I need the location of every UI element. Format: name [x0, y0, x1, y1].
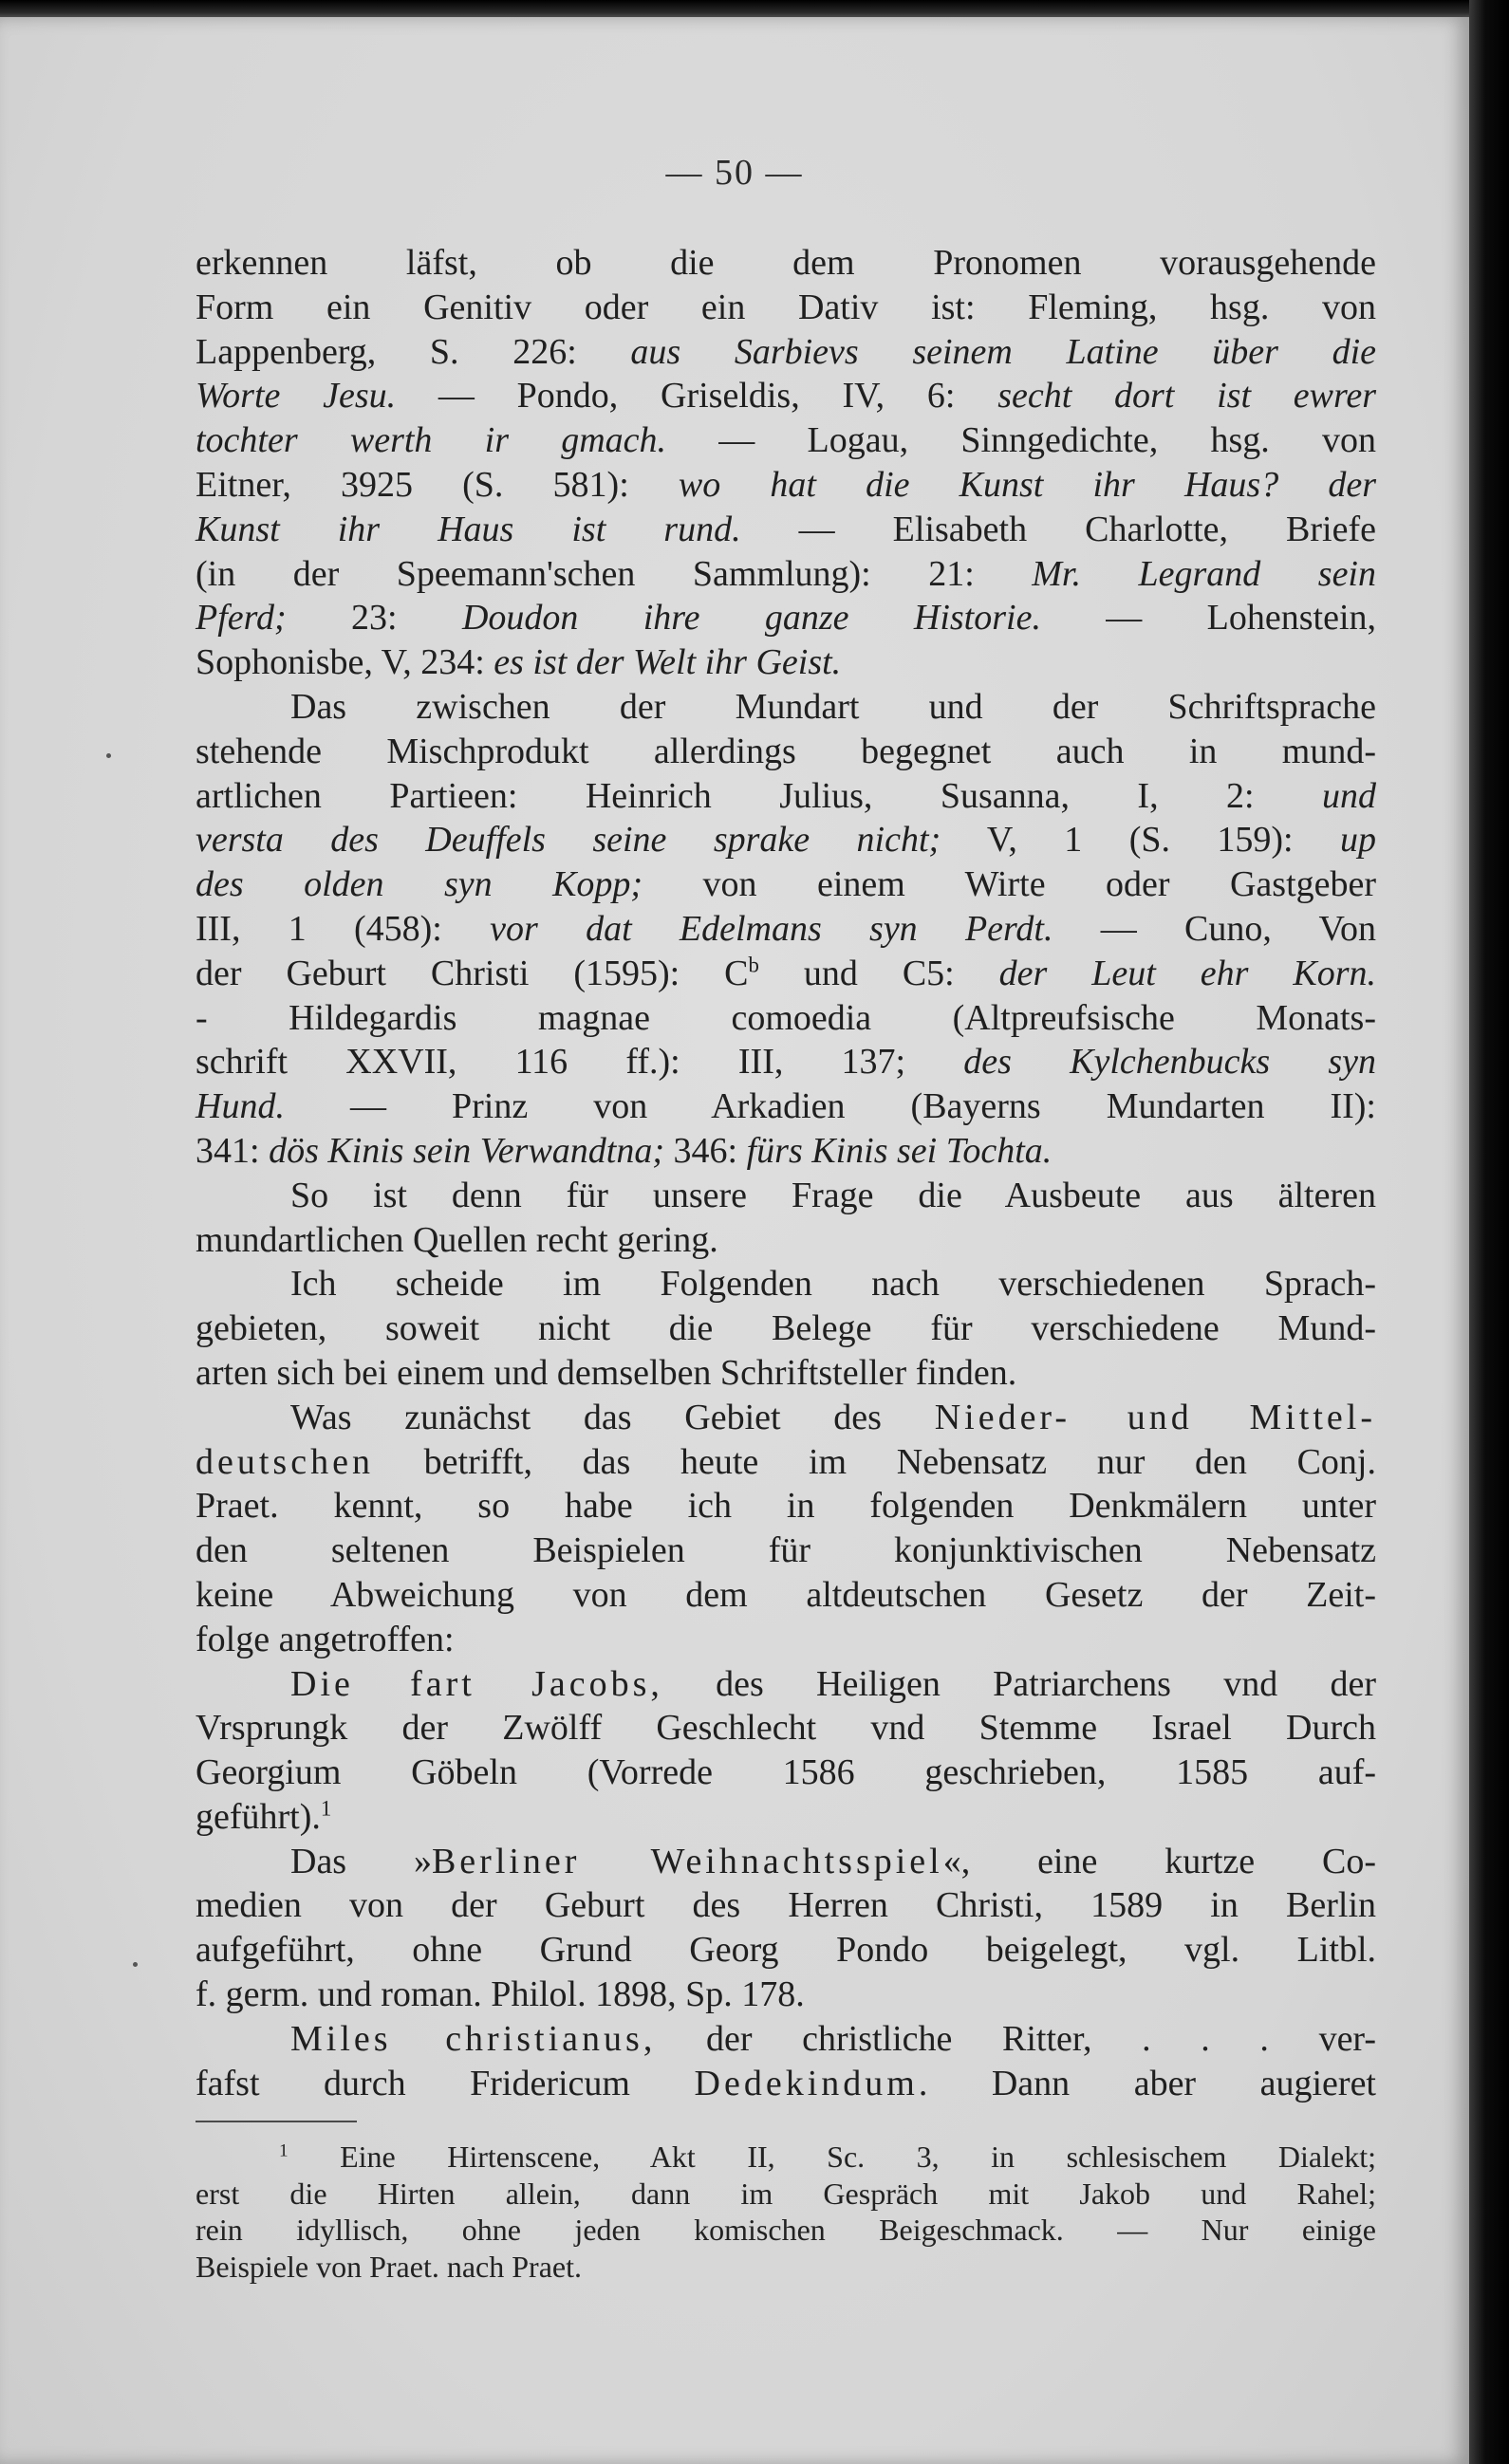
text-run: Lappenberg, S. 226: — [196, 331, 631, 372]
text-run: gebieten, soweit nicht die Belege für verschiedene Mund- — [196, 1308, 1376, 1349]
italic-quote: Kunst ihr Haus ist rund. — [196, 509, 741, 549]
italic-quote: es ist der Welt ihr Geist. — [494, 642, 842, 683]
italic-quote: versta des Deuffels seine sprake nicht; — [196, 820, 941, 861]
text-run: 346: — [664, 1130, 747, 1171]
text-run: von einem Wirte oder Gastgeber — [643, 864, 1377, 905]
italic-quote: Hund. — [196, 1086, 285, 1127]
text-run: fafst durch Fridericum — [196, 2063, 695, 2103]
text-run: Berliner Weihnachtsspiel — [431, 1841, 943, 1881]
text-run: erst die Hirten allein, dann im Gespräch mit Jakob und Rahel; — [196, 2176, 1376, 2211]
body-text — [196, 241, 1376, 2105]
text-run: keine Abweichung von dem altdeutschen Gesetz der Zeit- — [196, 1574, 1376, 1615]
text-run: 23: — [286, 598, 462, 639]
text-run: Das » — [290, 1841, 432, 1881]
text-line — [196, 552, 1376, 597]
text-run: artlichen Partieen: Heinrich Julius, Susanna, I, 2: — [196, 775, 1322, 816]
text-run: f. germ. und roman. Philol. 1898, Sp. 178. — [196, 1974, 805, 2015]
italic-quote: fürs Kinis sei Tochta. — [746, 1130, 1053, 1171]
text-line — [196, 1573, 1376, 1618]
italic-quote: Doudon ihre ganze Historie. — [461, 598, 1041, 639]
text-line — [196, 996, 1376, 1041]
superscript: 1 — [279, 2140, 289, 2161]
text-run: Dedekindum — [694, 2063, 919, 2103]
text-line — [196, 1706, 1376, 1751]
text-run: Georgium Göbeln (Vorrede 1586 geschrieben, 1585 auf- — [196, 1752, 1376, 1793]
text-line — [196, 2062, 1376, 2106]
text-line — [196, 862, 1376, 907]
text-run: schrift XXVII, 116 ff.): III, 137; — [196, 1042, 964, 1083]
text-run: und C5: — [758, 953, 999, 993]
text-line — [196, 1396, 1376, 1440]
text-line — [196, 774, 1376, 819]
italic-quote: dös Kinis sein Verwandtna; — [269, 1130, 665, 1171]
italic-quote: up — [1340, 820, 1376, 861]
text-line — [196, 1218, 1376, 1263]
text-line — [196, 640, 1376, 685]
text-run: — Prinz von Arkadien (Bayerns Mundarten II): — [284, 1086, 1376, 1127]
text-run: geführt). — [196, 1796, 321, 1837]
text-run: — Lohenstein, — [1040, 598, 1376, 639]
text-line — [196, 286, 1376, 330]
footnote-line — [196, 2249, 1376, 2286]
text-line — [196, 418, 1376, 463]
scan-right-border — [1469, 0, 1509, 2464]
italic-quote: Pferd; — [196, 598, 287, 639]
text-run: Vrsprungk der Zwölff Geschlecht vnd Stemme Israel Durch — [196, 1708, 1376, 1749]
scan-speck — [106, 753, 111, 758]
footnote-line — [196, 2139, 1376, 2176]
text-line — [196, 730, 1376, 774]
text-line — [196, 1751, 1376, 1795]
text-run: den seltenen Beispielen für konjunktivischen Nebensatz — [196, 1530, 1376, 1571]
text-run: — Cuno, Von — [1053, 908, 1376, 949]
text-run: «, eine kurtze Co- — [942, 1841, 1376, 1881]
text-run: mundartlichen Quellen recht gering. — [196, 1219, 718, 1260]
italic-quote: tochter werth ir gmach. — [196, 420, 667, 461]
text-run: Das zwischen der Mundart und der Schriftsprache — [290, 686, 1376, 727]
text-line — [196, 1129, 1376, 1174]
text-line — [196, 1084, 1376, 1129]
text-line — [196, 1840, 1376, 1884]
text-line — [196, 1662, 1376, 1707]
text-run: So ist denn für unsere Frage die Ausbeute aus älteren — [290, 1175, 1376, 1215]
book-page — [0, 17, 1469, 2464]
italic-quote: aus Sarbievs seinem Latine über die — [630, 331, 1376, 372]
text-line — [196, 1618, 1376, 1662]
text-run: Ich scheide im Folgenden nach verschiedenen Sprach- — [290, 1264, 1376, 1305]
text-line — [196, 1306, 1376, 1351]
text-line — [196, 241, 1376, 286]
text-run: Sophonisbe, V, 234: — [196, 642, 494, 683]
text-run: Eitner, 3925 (S. 581): — [196, 464, 679, 505]
text-line — [196, 1528, 1376, 1573]
text-line — [196, 508, 1376, 552]
text-line — [196, 1040, 1376, 1084]
text-line — [196, 952, 1376, 996]
text-run: Praet. kennt, so habe ich in folgenden Denkmälern unter — [196, 1486, 1376, 1527]
footnotes — [196, 2139, 1376, 2285]
text-line — [196, 1883, 1376, 1928]
italic-quote: secht dort ist ewrer — [997, 376, 1376, 417]
text-line — [196, 1262, 1376, 1306]
text-run: rein idyllisch, ohne jeden komischen Beigeschmack. — Nur einige — [196, 2213, 1376, 2247]
text-run: folge angetroffen: — [196, 1619, 455, 1659]
text-run: der christliche Ritter, . . . ver- — [656, 2018, 1376, 2059]
text-run: Die fart Jacobs, — [290, 1663, 663, 1704]
scan-speck — [133, 1962, 138, 1967]
italic-quote: und — [1322, 775, 1376, 816]
text-run: (in der Speemann'schen Sammlung): 21: — [196, 553, 1033, 594]
italic-quote: des Kylchenbucks syn — [963, 1042, 1376, 1083]
text-line — [196, 374, 1376, 418]
page-number: — 50 — — [665, 153, 804, 193]
text-run: des Heiligen Patriarchens vnd der — [662, 1663, 1376, 1704]
footnote-line — [196, 2212, 1376, 2249]
superscript: b — [748, 953, 759, 977]
text-line — [196, 818, 1376, 862]
text-run: medien von der Geburt des Herren Christi, 1589 in Berlin — [196, 1885, 1376, 1926]
text-run: aufgeführt, ohne Grund Georg Pondo beigelegt, vgl. Litbl. — [196, 1930, 1376, 1971]
footnote-line — [196, 2176, 1376, 2213]
text-run: Was zunächst das Gebiet des — [290, 1397, 935, 1437]
text-run: arten sich bei einem und demselben Schriftsteller finden. — [196, 1352, 1017, 1393]
text-run: III, 1 (458): — [196, 908, 491, 949]
text-run: Form ein Genitiv oder ein Dativ ist: Fleming, hsg. von — [196, 287, 1376, 327]
text-run: . Dann aber augieret — [918, 2063, 1376, 2103]
text-line — [196, 1973, 1376, 2017]
text-run: - Hildegardis magnae comoedia (Altpreufsische Monats- — [196, 997, 1376, 1038]
footnote-divider — [196, 2121, 357, 2122]
text-line — [196, 330, 1376, 375]
text-run: 341: — [196, 1130, 270, 1171]
text-line — [196, 907, 1376, 952]
text-line — [196, 1351, 1376, 1396]
text-line — [196, 1174, 1376, 1218]
text-line — [196, 596, 1376, 640]
superscript: 1 — [320, 1796, 332, 1821]
text-line — [196, 1440, 1376, 1485]
text-run: — Logau, Sinngedichte, hsg. von — [666, 420, 1376, 461]
text-run: — Pondo, Griseldis, IV, 6: — [396, 376, 998, 417]
text-run: V, 1 (S. 159): — [941, 820, 1340, 861]
text-run: Beispiele von Praet. nach Praet. — [196, 2249, 582, 2284]
text-line — [196, 1484, 1376, 1528]
text-run: betrifft, das heute im Nebensatz nur den Conj. — [373, 1441, 1376, 1482]
text-run: — Elisabeth Charlotte, Briefe — [740, 509, 1376, 549]
italic-quote: vor dat Edelmans syn Perdt. — [490, 908, 1053, 949]
italic-quote: wo hat die Kunst ihr Haus? der — [678, 464, 1377, 505]
italic-quote: Mr. Legrand sein — [1032, 553, 1376, 594]
text-line — [196, 1795, 1376, 1840]
text-run: Miles christianus, — [290, 2018, 657, 2059]
text-line — [196, 2017, 1376, 2062]
text-run: stehende Mischprodukt allerdings begegnet auch in mund- — [196, 731, 1376, 771]
text-line — [196, 463, 1376, 508]
text-line — [196, 1928, 1376, 1973]
italic-quote: Worte Jesu. — [196, 376, 397, 417]
text-run: deutschen — [196, 1441, 374, 1482]
italic-quote: der Leut ehr Korn. — [998, 953, 1377, 993]
text-run: Eine Hirtenscene, Akt II, Sc. 3, in schlesischem Dialekt; — [288, 2140, 1376, 2174]
text-line — [196, 685, 1376, 730]
text-run: erkennen läfst, ob die dem Pronomen vorausgehende — [196, 243, 1376, 283]
text-run: Nieder- und Mittel- — [934, 1397, 1376, 1437]
italic-quote: des olden syn Kopp; — [196, 864, 643, 905]
text-run: der Geburt Christi (1595): C — [196, 953, 749, 993]
